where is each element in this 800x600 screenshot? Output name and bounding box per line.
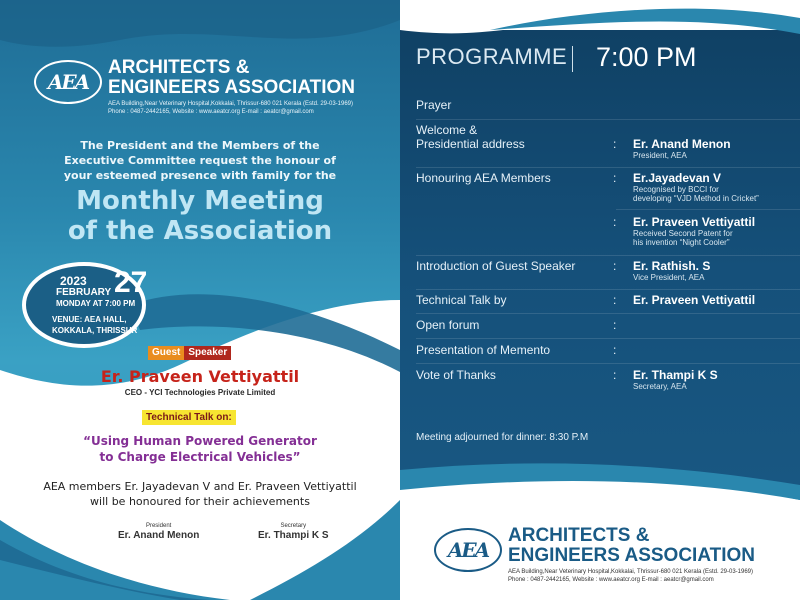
association-logo bbox=[34, 58, 394, 118]
programme-person: Er.Jayadevan V bbox=[633, 171, 722, 185]
association-logo-footer bbox=[434, 526, 794, 586]
row-divider bbox=[416, 255, 800, 256]
association-contact: Phone : 0487-2442165, Website : www.aeatcr.org E-mail : aeatcr@gmail.com bbox=[508, 577, 714, 583]
signatory-secretary: Secretary Er. Thampi K S bbox=[258, 523, 329, 541]
row-divider bbox=[416, 119, 800, 120]
event-day: 27 bbox=[114, 266, 148, 299]
guest-speaker-tag: Guest Speaker bbox=[148, 346, 231, 360]
adjourn-note: Meeting adjourned for dinner: 8:30 P.M bbox=[416, 432, 589, 443]
association-name: ARCHITECTS & ENGINEERS ASSOCIATION bbox=[508, 525, 756, 566]
programme-person: Er. Anand Menon bbox=[633, 137, 731, 151]
event-year: 2023 bbox=[60, 274, 87, 288]
row-divider bbox=[416, 289, 800, 290]
guest-speaker-name: Er. Praveen Vettiyattil bbox=[100, 367, 300, 386]
meeting-title: Monthly Meeting of the Association bbox=[67, 186, 333, 246]
programme-title: PROGRAMME bbox=[416, 44, 568, 69]
guest-speaker-designation: CEO - YCI Technologies Private Limited bbox=[124, 388, 276, 397]
row-divider bbox=[416, 338, 800, 339]
honour-note: AEA members Er. Jayadevan V and Er. Praveen Vettiyattil will be honoured for their achievements bbox=[43, 480, 357, 508]
programme-person: Er. Praveen Vettiyattil bbox=[633, 293, 756, 307]
association-address: AEA Building,Near Veterinary Hospital,Kokkalai, Thrissur-680 021 Kerala (Estd. 29-03-1969) bbox=[108, 101, 354, 107]
signatory-president: President Er. Anand Menon bbox=[118, 523, 200, 541]
invitation-text: The President and the Members of the Executive Committee request the honour of your esteemed presence with family for the bbox=[63, 139, 337, 182]
technical-talk-label: Technical Talk on: bbox=[142, 410, 236, 425]
association-contact: Phone : 0487-2442165, Website : www.aeatcr.org E-mail : aeatcr@gmail.com bbox=[108, 109, 314, 115]
row-divider bbox=[416, 363, 800, 364]
aea-logo-icon: AEA bbox=[34, 60, 102, 104]
programme-card: PROGRAMME 7:00 PM Prayer Welcome & Presidential address : Er. Anand Menon President, AEA Honouring AEA Members : Er.Jayadevan V Recognised by BCCI for developing “VJD Method in Cricket” : Er. Praveen Vettiyattil Received Second Patent for his invention “Night Cooler” Introduction of Guest Speaker : Er. Rathish. S Vice President, AEA Technical Talk by : Er. Praveen Vettiyattil Open forum : Presentation of Memento : Vote of Thanks : Er. Thampi K S Secretary, AEA Meeting adjourned for dinner: 8:30 P.M AEA ARCHITECTS & ENGINEERS ASSOCIATION AEA Building,Near Veterinary Hospital,Kokkalai, Thrissur-680 021 Kerala (Estd. 29-03-1969) Phone : 0487-2442165, Website : www.aeatcr.org E-mail : aeatcr@gmail.com bbox=[400, 0, 800, 600]
row-divider bbox=[416, 313, 800, 314]
title-divider bbox=[572, 46, 573, 72]
event-venue: VENUE: AEA HALL, KOKKALA, THRISSUR bbox=[52, 315, 138, 335]
programme-person: Er. Praveen Vettiyattil bbox=[633, 215, 756, 229]
association-name: ARCHITECTS & ENGINEERS ASSOCIATION bbox=[108, 57, 356, 98]
programme-person: Er. Rathish. S bbox=[633, 259, 711, 273]
association-address: AEA Building,Near Veterinary Hospital,Kokkalai, Thrissur-680 021 Kerala (Estd. 29-03-1969) bbox=[508, 569, 754, 575]
aea-logo-icon: AEA bbox=[434, 528, 502, 572]
event-weekday-time: MONDAY AT 7:00 PM bbox=[56, 299, 136, 308]
programme-time: 7:00 PM bbox=[596, 42, 697, 72]
row-divider bbox=[616, 209, 800, 210]
programme-person: Er. Thampi K S bbox=[633, 368, 718, 382]
date-badge bbox=[22, 262, 146, 348]
talk-topic: “Using Human Powered Generator to Charge Electrical Vehicles” bbox=[83, 434, 317, 464]
event-month: FEBRUARY bbox=[56, 287, 112, 298]
row-divider bbox=[416, 167, 800, 168]
